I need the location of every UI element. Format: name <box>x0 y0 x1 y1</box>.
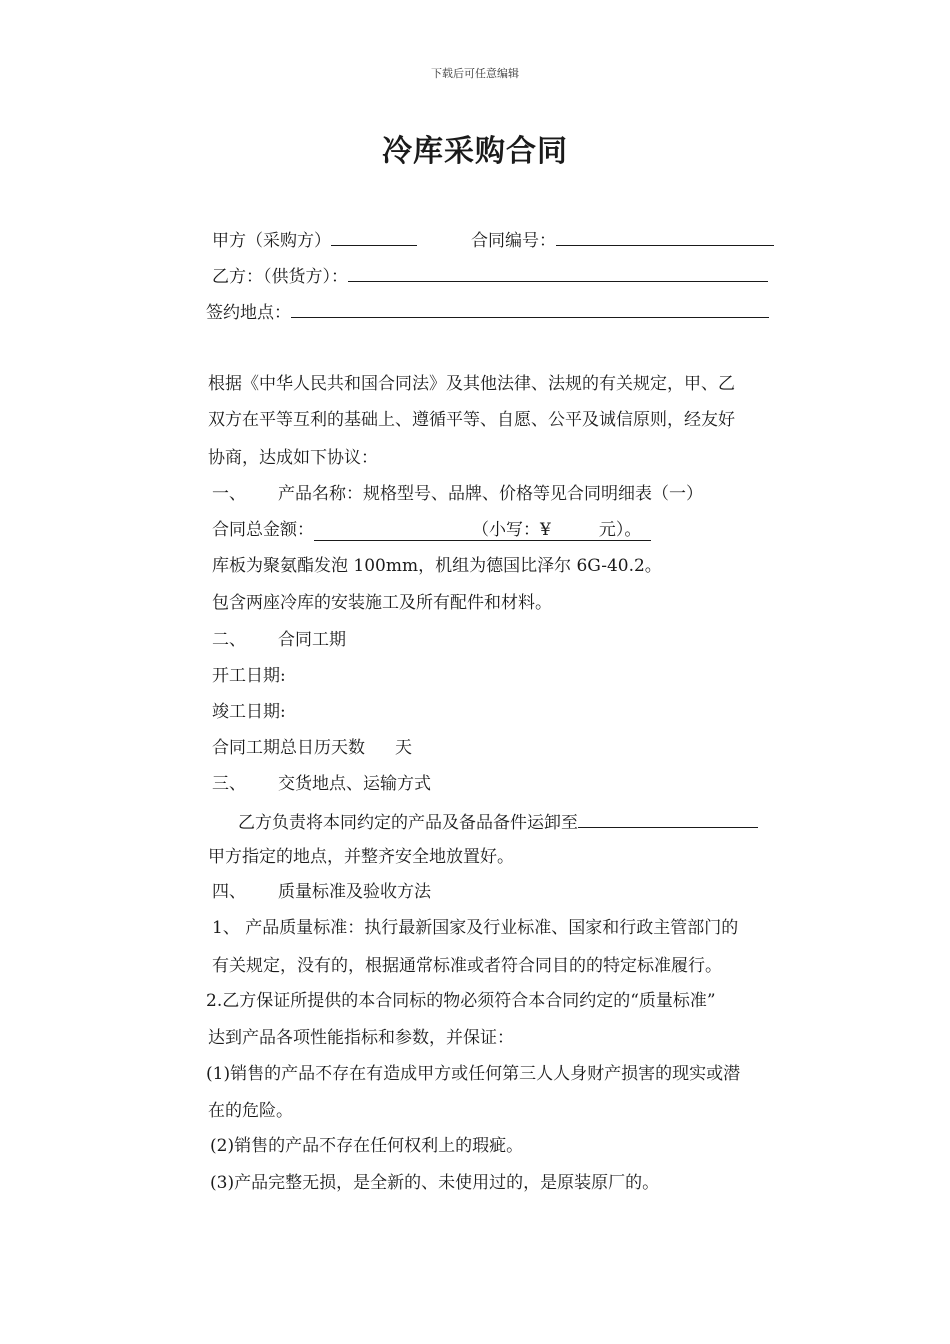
section4-title: 质量标准及验收方法 <box>278 882 431 902</box>
amount-blank-group <box>314 520 651 541</box>
quality-p2-line-2: 达到产品各项性能指标和参数，并保证： <box>208 1028 514 1048</box>
quality-p2-line-1: 2.乙方保证所提供的本合同标的物必须符合本合同约定的“质量标准” <box>206 991 716 1011</box>
seller-label: 乙方：（供货方）： <box>212 267 348 287</box>
amount-unit: 元）。 <box>598 520 642 540</box>
start-date-line: 开工日期: <box>212 666 286 686</box>
delivery-text: 乙方负责将本同约定的产品及备品备件运卸至 <box>238 813 578 833</box>
item3-line: (3)产品完整无损，是全新的、未使用过的，是原装原厂的。 <box>210 1173 660 1193</box>
seller-line <box>212 263 768 288</box>
end-date-line: 竣工日期: <box>212 702 286 722</box>
total-days-label: 合同工期总日历天数 <box>212 738 365 758</box>
item1-line-2: 在的危险。 <box>208 1101 293 1121</box>
delivery-blank <box>578 809 758 828</box>
header-note: 下载后可任意编辑 <box>431 67 519 80</box>
total-days-line <box>212 737 412 759</box>
intro-line-3: 协商，达成如下协议： <box>208 448 378 468</box>
quality-p1-line-1: 1、 产品质量标准：执行最新国家及行业标准、国家和行政主管部门的 <box>212 918 739 938</box>
section1-title: 产品名称：规格型号、品牌、价格等见合同明细表（一） <box>278 484 703 504</box>
section2-num: 二、 <box>212 630 246 650</box>
amount-small-label: （小写：¥ <box>472 520 551 540</box>
delivery-line-2: 甲方指定的地点，并整齐安全地放置好。 <box>208 847 514 867</box>
days-unit: 天 <box>395 738 412 758</box>
buyer-label: 甲方（采购方） <box>212 231 331 251</box>
amount-line <box>212 519 651 541</box>
section3-heading <box>212 773 431 795</box>
place-blank <box>291 299 769 318</box>
section1-num: 一、 <box>212 484 246 504</box>
place-label: 签约地点： <box>206 303 291 323</box>
delivery-line-1 <box>238 809 758 834</box>
spec-line: 库板为聚氨酯发泡 100mm，机组为德国比泽尔 6G-40.2。 <box>212 556 662 576</box>
amount-label: 合同总金额： <box>212 520 314 540</box>
item2-line: (2)销售的产品不存在任何权利上的瑕疵。 <box>210 1136 524 1156</box>
section4-num: 四、 <box>212 882 246 902</box>
section2-title: 合同工期 <box>278 630 346 650</box>
buyer-line <box>212 227 417 252</box>
contract-no-line <box>471 227 774 252</box>
item1-line-1: (1)销售的产品不存在有造成甲方或任何第三人人身财产损害的现实或潜 <box>206 1064 741 1084</box>
scope-line: 包含两座冷库的安装施工及所有配件和材料。 <box>212 593 552 613</box>
seller-blank <box>348 263 768 282</box>
section1-heading <box>212 483 703 505</box>
document-title: 冷库采购合同 <box>382 134 568 169</box>
contract-no-label: 合同编号： <box>471 231 556 251</box>
intro-line-2: 双方在平等互利的基础上、遵循平等、自愿、公平及诚信原则，经友好 <box>208 410 735 430</box>
section2-heading <box>212 629 346 651</box>
intro-line-1: 根据《中华人民共和国合同法》及其他法律、法规的有关规定，甲、乙 <box>208 374 735 394</box>
section4-heading <box>212 881 431 903</box>
quality-p1-line-2: 有关规定，没有的，根据通常标准或者符合同目的的特定标准履行。 <box>212 956 722 976</box>
section3-title: 交货地点、运输方式 <box>278 774 431 794</box>
place-line <box>206 299 769 324</box>
contract-no-blank <box>556 227 774 246</box>
buyer-blank <box>331 227 417 246</box>
section3-num: 三、 <box>212 774 246 794</box>
